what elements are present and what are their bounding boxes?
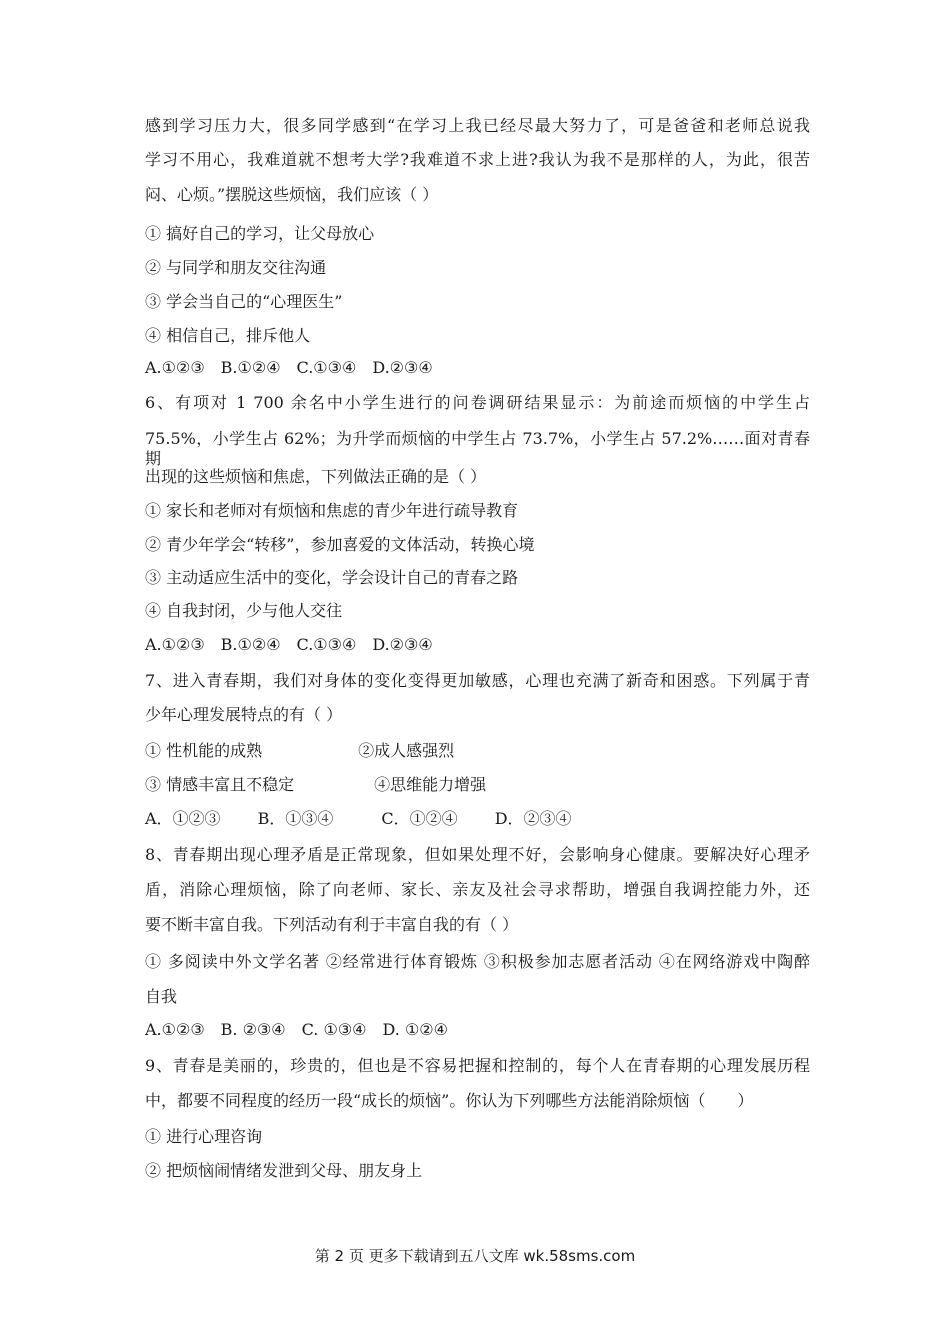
text-line: 盾，消除心理烦恼，除了向老师、家长、亲友及社会寻求帮助，增强自我调控能力外，还 [145,880,810,899]
text-line: 中，都要不同程度的经历一段“成长的烦恼”。你认为下列哪些方法能消除烦恼（ ） [145,1091,754,1110]
text-line: 学习不用心，我难道就不想考大学?我难道不求上进?我认为我不是那样的人，为此，很苦 [145,150,810,169]
text-line: ③ 情感丰富且不稳定 ④思维能力增强 [145,775,487,794]
text-line: 感到学习压力大，很多同学感到“在学习上我已经尽最大努力了，可是爸爸和老师总说我 [145,116,810,135]
page-footer: 第 2 页 更多下载请到五八文库 wk.58sms.com [314,1247,636,1265]
text-line: 自我 [145,987,178,1006]
text-line: 6、有项对 1 700 余名中小学生进行的问卷调研结果显示：为前途而烦恼的中学生占 [145,393,810,412]
text-line: ③ 学会当自己的“心理医生” [145,292,343,311]
text-line: ④ 相信自己，排斥他人 [145,326,311,345]
text-line: 出现的这些烦恼和焦虑，下列做法正确的是（ ） [145,467,487,486]
text-line: 少年心理发展特点的有（ ） [145,705,343,724]
text-line: ① 家长和老师对有烦恼和焦虑的青少年进行疏导教育 [145,501,519,520]
text-line: 8、青春期出现心理矛盾是正常现象，但如果处理不好，会影响身心健康。要解决好心理矛 [145,845,810,864]
text-line: ① 多阅读中外文学名著 ②经常进行体育锻炼 ③积极参加志愿者活动 ④在网络游戏中陶醉 [145,952,810,971]
text-line: A.①②③ B.①②④ C.①③④ D.②③④ [145,635,433,654]
text-line: A.①②③ B.①②④ C.①③④ D.②③④ [145,358,433,377]
text-line: ① 进行心理咨询 [145,1127,263,1146]
text-line: ② 青少年学会“转移”，参加喜爱的文体活动，转换心境 [145,535,535,554]
text-line: ③ 主动适应生活中的变化，学会设计自己的青春之路 [145,568,519,587]
text-line: ② 把烦恼闹情绪发泄到父母、朋友身上 [145,1161,423,1180]
text-line: 7、进入青春期，我们对身体的变化变得更加敏感，心理也充满了新奇和困惑。下列属于青 [145,671,810,690]
text-line: ① 搞好自己的学习，让父母放心 [145,224,375,243]
text-line: A．①②③ B．①③④ C．①②④ D．②③④ [145,809,572,828]
text-line: A.①②③ B. ②③④ C. ①③④ D. ①②④ [145,1020,448,1039]
text-line: 要不断丰富自我。下列活动有利于丰富自我的有（ ） [145,915,519,934]
text-line: ④ 自我封闭，少与他人交往 [145,601,343,620]
text-line: ② 与同学和朋友交往沟通 [145,258,327,277]
text-line: ① 性机能的成熟 ②成人感强烈 [145,741,455,760]
text-line: 75.5%，小学生占 62%；为升学而烦恼的中学生占 73.7%，小学生占 57.2%……面对青春期 [145,429,810,468]
text-line: 9、青春是美丽的，珍贵的，但也是不容易把握和控制的，每个人在青春期的心理发展历程 [145,1056,810,1075]
text-line: 闷、心烦。”摆脱这些烦恼，我们应该（ ） [145,185,439,204]
